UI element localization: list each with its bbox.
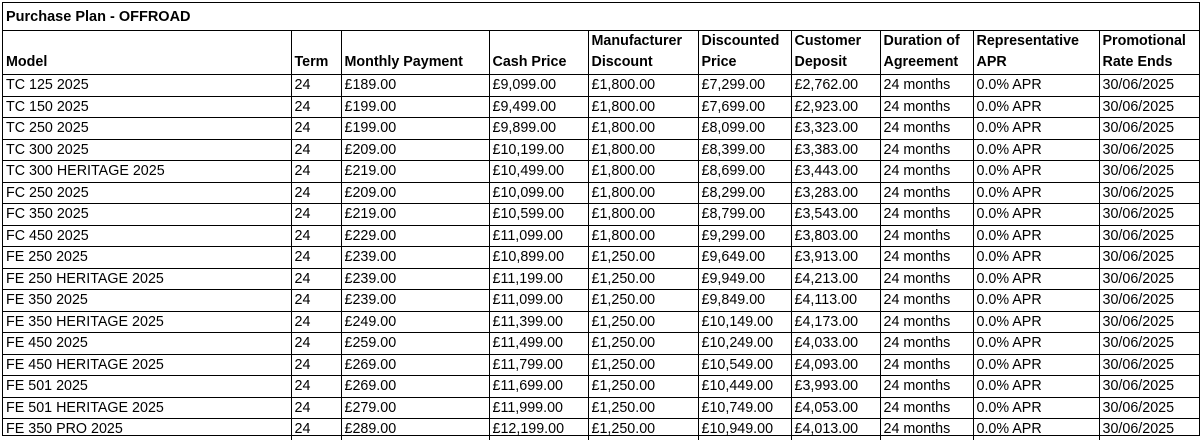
cell-model: FE 250 HERITAGE 2025: [3, 268, 291, 290]
header-monthly-payment: Monthly Payment: [341, 31, 489, 75]
cell-promotional-rate-ends: 30/06/2025: [1099, 182, 1199, 204]
cell-cash-price: £11,099.00: [489, 290, 588, 312]
cell-discounted-price: £9,849.00: [698, 290, 791, 312]
cell-promotional-rate-ends: 30/06/2025: [1099, 311, 1199, 333]
cell-manufacturer-discount: £1,250.00: [588, 354, 698, 376]
cell-model: TC 150 2025: [3, 96, 291, 118]
cell-term: 24: [291, 268, 341, 290]
cell-cash-price: £9,099.00: [489, 75, 588, 97]
table-row: [3, 204, 1199, 226]
cell-cash-price: £11,999.00: [489, 397, 588, 419]
table-row: [3, 118, 1199, 140]
cell-representative-apr: 0.0% APR: [973, 268, 1099, 290]
cell-customer-deposit: £4,213.00: [791, 268, 880, 290]
cell-representative-apr: 0.0% APR: [973, 419, 1099, 440]
cell-discounted-price: £10,749.00: [698, 397, 791, 419]
cell-discounted-price: £7,699.00: [698, 96, 791, 118]
cell-promotional-rate-ends: 30/06/2025: [1099, 376, 1199, 398]
cell-manufacturer-discount: £1,800.00: [588, 225, 698, 247]
table-row: [3, 376, 1199, 398]
cell-monthly-payment: £209.00: [341, 182, 489, 204]
cell-monthly-payment: £189.00: [341, 75, 489, 97]
cell-term: 24: [291, 247, 341, 269]
cell-customer-deposit: £4,093.00: [791, 354, 880, 376]
cell-duration: 24 months: [880, 118, 973, 140]
cell-discounted-price: £9,949.00: [698, 268, 791, 290]
cell-promotional-rate-ends: 30/06/2025: [1099, 247, 1199, 269]
cell-monthly-payment: £199.00: [341, 118, 489, 140]
cell-representative-apr: 0.0% APR: [973, 118, 1099, 140]
table-row: [3, 290, 1199, 312]
cell-discounted-price: £8,699.00: [698, 161, 791, 183]
cell-term: 24: [291, 96, 341, 118]
cell-customer-deposit: £3,443.00: [791, 161, 880, 183]
cell-promotional-rate-ends: 30/06/2025: [1099, 75, 1199, 97]
cell-manufacturer-discount: £1,800.00: [588, 96, 698, 118]
cell-monthly-payment: £279.00: [341, 397, 489, 419]
cell-manufacturer-discount: £1,250.00: [588, 333, 698, 355]
cell-term: 24: [291, 225, 341, 247]
table-row: [3, 397, 1199, 419]
cell-term: 24: [291, 139, 341, 161]
cell-model: FE 450 2025: [3, 333, 291, 355]
cell-duration: 24 months: [880, 225, 973, 247]
cell-term: 24: [291, 290, 341, 312]
cell-manufacturer-discount: £1,800.00: [588, 139, 698, 161]
cell-model: TC 300 HERITAGE 2025: [3, 161, 291, 183]
cell-representative-apr: 0.0% APR: [973, 225, 1099, 247]
cell-representative-apr: 0.0% APR: [973, 161, 1099, 183]
cell-manufacturer-discount: £1,800.00: [588, 204, 698, 226]
table-body: [3, 75, 1199, 440]
cell-model: TC 125 2025: [3, 75, 291, 97]
cell-cash-price: £11,199.00: [489, 268, 588, 290]
cell-monthly-payment: £239.00: [341, 268, 489, 290]
cell-term: 24: [291, 75, 341, 97]
cell-promotional-rate-ends: 30/06/2025: [1099, 96, 1199, 118]
cell-cash-price: £10,599.00: [489, 204, 588, 226]
cell-manufacturer-discount: £1,250.00: [588, 397, 698, 419]
cell-monthly-payment: £289.00: [341, 419, 489, 440]
cell-promotional-rate-ends: 30/06/2025: [1099, 354, 1199, 376]
cell-representative-apr: 0.0% APR: [973, 333, 1099, 355]
cell-term: 24: [291, 333, 341, 355]
cell-duration: 24 months: [880, 333, 973, 355]
cell-duration: 24 months: [880, 139, 973, 161]
cell-duration: 24 months: [880, 311, 973, 333]
cell-duration: 24 months: [880, 376, 973, 398]
cell-cash-price: £10,499.00: [489, 161, 588, 183]
cell-promotional-rate-ends: 30/06/2025: [1099, 139, 1199, 161]
cell-customer-deposit: £3,383.00: [791, 139, 880, 161]
cell-duration: 24 months: [880, 354, 973, 376]
cell-cash-price: £11,399.00: [489, 311, 588, 333]
table-row: [3, 225, 1199, 247]
cell-customer-deposit: £4,113.00: [791, 290, 880, 312]
cell-representative-apr: 0.0% APR: [973, 354, 1099, 376]
cell-discounted-price: £10,549.00: [698, 354, 791, 376]
cell-model: FE 450 HERITAGE 2025: [3, 354, 291, 376]
cell-representative-apr: 0.0% APR: [973, 247, 1099, 269]
cell-model: FE 501 2025: [3, 376, 291, 398]
cell-manufacturer-discount: £1,250.00: [588, 419, 698, 440]
cell-monthly-payment: £209.00: [341, 139, 489, 161]
cell-model: FE 250 2025: [3, 247, 291, 269]
cell-monthly-payment: £269.00: [341, 376, 489, 398]
cell-customer-deposit: £4,173.00: [791, 311, 880, 333]
cell-monthly-payment: £199.00: [341, 96, 489, 118]
cell-cash-price: £9,899.00: [489, 118, 588, 140]
cell-representative-apr: 0.0% APR: [973, 397, 1099, 419]
table-row: [3, 182, 1199, 204]
cell-manufacturer-discount: £1,800.00: [588, 161, 698, 183]
cell-duration: 24 months: [880, 397, 973, 419]
cell-monthly-payment: £269.00: [341, 354, 489, 376]
cell-customer-deposit: £4,013.00: [791, 419, 880, 440]
table-row: [3, 161, 1199, 183]
cell-representative-apr: 0.0% APR: [973, 75, 1099, 97]
cell-monthly-payment: £229.00: [341, 225, 489, 247]
cell-discounted-price: £8,099.00: [698, 118, 791, 140]
cell-model: FE 501 HERITAGE 2025: [3, 397, 291, 419]
cell-cash-price: £11,099.00: [489, 225, 588, 247]
cell-manufacturer-discount: £1,250.00: [588, 290, 698, 312]
header-manufacturer-discount: Manufacturer Discount: [588, 31, 698, 75]
cell-promotional-rate-ends: 30/06/2025: [1099, 397, 1199, 419]
cell-customer-deposit: £3,283.00: [791, 182, 880, 204]
cell-duration: 24 months: [880, 75, 973, 97]
table-row: [3, 268, 1199, 290]
cell-cash-price: £12,199.00: [489, 419, 588, 440]
cell-discounted-price: £9,299.00: [698, 225, 791, 247]
cell-model: TC 250 2025: [3, 118, 291, 140]
cell-term: 24: [291, 419, 341, 440]
header-representative-apr: Representative APR: [973, 31, 1099, 75]
cell-discounted-price: £7,299.00: [698, 75, 791, 97]
cell-model: FE 350 HERITAGE 2025: [3, 311, 291, 333]
header-cash-price: Cash Price: [489, 31, 588, 75]
cell-representative-apr: 0.0% APR: [973, 204, 1099, 226]
cell-representative-apr: 0.0% APR: [973, 96, 1099, 118]
cell-duration: 24 months: [880, 290, 973, 312]
table-row: [3, 139, 1199, 161]
header-promotional-rate-ends: Promotional Rate Ends: [1099, 31, 1199, 75]
header-row: [3, 31, 1199, 75]
cell-monthly-payment: £239.00: [341, 247, 489, 269]
cell-cash-price: £9,499.00: [489, 96, 588, 118]
cell-monthly-payment: £249.00: [341, 311, 489, 333]
cell-promotional-rate-ends: 30/06/2025: [1099, 333, 1199, 355]
header-model: Model: [3, 31, 291, 75]
cell-model: FE 350 2025: [3, 290, 291, 312]
cell-discounted-price: £8,299.00: [698, 182, 791, 204]
cell-manufacturer-discount: £1,800.00: [588, 182, 698, 204]
cell-manufacturer-discount: £1,250.00: [588, 311, 698, 333]
cell-promotional-rate-ends: 30/06/2025: [1099, 204, 1199, 226]
cell-cash-price: £10,099.00: [489, 182, 588, 204]
cell-term: 24: [291, 182, 341, 204]
cell-promotional-rate-ends: 30/06/2025: [1102, 421, 1175, 438]
cell-promotional-rate-ends: 30/06/2025: [1099, 268, 1199, 290]
cell-promotional-rate-ends: 30/06/2025: [1099, 118, 1199, 140]
cell-cash-price: £10,899.00: [489, 247, 588, 269]
cell-customer-deposit: £4,053.00: [791, 397, 880, 419]
cell-model: FE 350 PRO 2025: [3, 419, 291, 440]
cell-manufacturer-discount: £1,250.00: [588, 247, 698, 269]
header-discounted-price: Discounted Price: [698, 31, 791, 75]
cell-term: 24: [291, 311, 341, 333]
cell-duration: 24 months: [880, 96, 973, 118]
cell-term: 24: [291, 204, 341, 226]
cell-term: 24: [291, 376, 341, 398]
cell-discounted-price: £10,149.00: [698, 311, 791, 333]
cell-duration: 24 months: [880, 161, 973, 183]
cell-representative-apr: 0.0% APR: [973, 290, 1099, 312]
cell-model: TC 300 2025: [3, 139, 291, 161]
cell-manufacturer-discount: £1,800.00: [588, 118, 698, 140]
table-row: [3, 247, 1199, 269]
cell-duration: 24 months: [880, 247, 973, 269]
cell-duration: 24 months: [880, 182, 973, 204]
cell-representative-apr: 0.0% APR: [973, 182, 1099, 204]
cell-manufacturer-discount: £1,250.00: [588, 376, 698, 398]
cell-representative-apr: 0.0% APR: [973, 376, 1099, 398]
cell-monthly-payment: £239.00: [341, 290, 489, 312]
cell-duration: 24 months: [880, 204, 973, 226]
cell-model: FC 350 2025: [3, 204, 291, 226]
cell-term: 24: [291, 161, 341, 183]
table-row: [3, 419, 1199, 440]
cell-cash-price: £10,199.00: [489, 139, 588, 161]
cell-customer-deposit: £3,803.00: [791, 225, 880, 247]
cell-cash-price: £11,699.00: [489, 376, 588, 398]
cell-customer-deposit: £3,323.00: [791, 118, 880, 140]
cell-duration: 24 months: [880, 419, 973, 440]
cell-customer-deposit: £4,033.00: [791, 333, 880, 355]
cell-manufacturer-discount: £1,800.00: [588, 75, 698, 97]
cell-customer-deposit: £2,923.00: [791, 96, 880, 118]
header-term: Term: [291, 31, 341, 75]
cell-term: 24: [291, 354, 341, 376]
cell-discounted-price: £8,399.00: [698, 139, 791, 161]
cell-cash-price: £11,799.00: [489, 354, 588, 376]
cell-model: FC 250 2025: [3, 182, 291, 204]
cell-monthly-payment: £219.00: [341, 204, 489, 226]
cell-promotional-rate-ends: 30/06/2025: [1099, 225, 1199, 247]
cell-discounted-price: £10,949.00: [698, 419, 791, 440]
table-row: [3, 333, 1199, 355]
cell-manufacturer-discount: £1,250.00: [588, 268, 698, 290]
cell-promotional-rate-ends: 30/06/2025: [1099, 161, 1199, 183]
header-customer-deposit: Customer Deposit: [791, 31, 880, 75]
cell-monthly-payment: £219.00: [341, 161, 489, 183]
cell-promotional-rate-ends: 30/06/2025: [1099, 290, 1199, 312]
cell-term: 24: [291, 397, 341, 419]
cell-monthly-payment: £259.00: [341, 333, 489, 355]
cell-duration: 24 months: [880, 268, 973, 290]
table-row: [3, 354, 1199, 376]
cell-discounted-price: £8,799.00: [698, 204, 791, 226]
cell-model: FC 450 2025: [3, 225, 291, 247]
cell-customer-deposit: £2,762.00: [791, 75, 880, 97]
purchase-plan-sheet: [2, 2, 1200, 436]
table-row: [3, 75, 1199, 97]
cell-customer-deposit: £3,543.00: [791, 204, 880, 226]
table-row: [3, 311, 1199, 333]
sheet-title: Purchase Plan - OFFROAD: [3, 3, 1199, 31]
cell-term: 24: [291, 118, 341, 140]
cell-representative-apr: 0.0% APR: [973, 311, 1099, 333]
cell-customer-deposit: £3,913.00: [791, 247, 880, 269]
cell-discounted-price: £9,649.00: [698, 247, 791, 269]
cell-representative-apr: 0.0% APR: [973, 139, 1099, 161]
cell-cash-price: £11,499.00: [489, 333, 588, 355]
cell-discounted-price: £10,449.00: [698, 376, 791, 398]
header-duration: Duration of Agreement: [880, 31, 973, 75]
cell-customer-deposit: £3,993.00: [791, 376, 880, 398]
table-row: [3, 96, 1199, 118]
purchase-plan-table: [3, 31, 1199, 440]
cell-discounted-price: £10,249.00: [698, 333, 791, 355]
